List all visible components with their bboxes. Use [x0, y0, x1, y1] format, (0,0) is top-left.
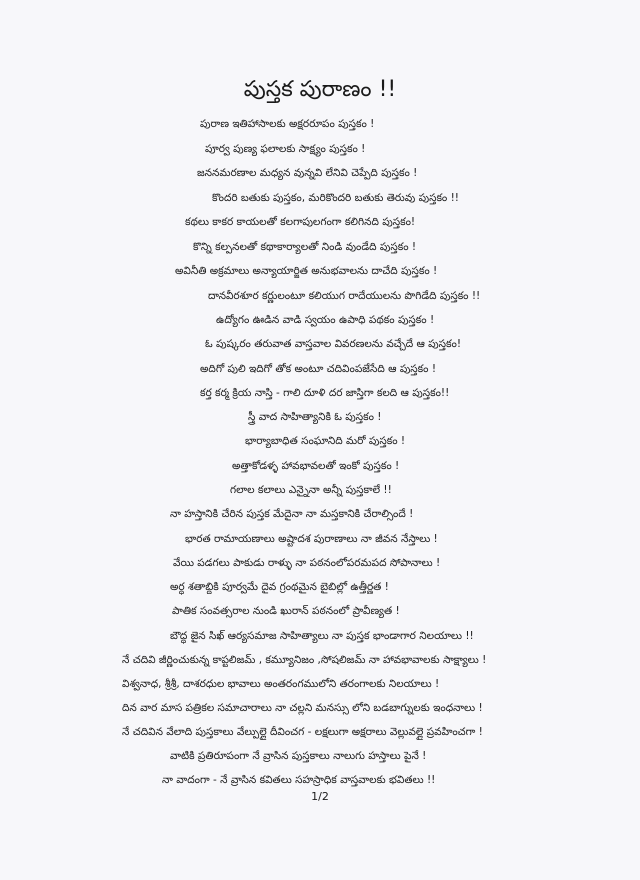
poem-line-27: వాటికి ప్రతిరూపంగా నే వ్రాసిన పుస్తకాలు నాలుగు హస్తాలు పైనే !: [170, 750, 427, 762]
poem-line-2: పూర్వ పుణ్య ఫలాలకు సాక్ష్యం పుస్తకం !: [205, 143, 366, 155]
poem-line-5: కథలు కాకర కాయలతో కలగాపులగంగా కలిగినది పుస్తకం!: [185, 216, 416, 228]
poem-line-21: పాతిక సంవత్సరాల నుండి ఖురాన్ పఠనంలో ప్రావీణ్యత !: [172, 605, 400, 617]
poem-line-26: నే చదివిన వేలాది పుస్తకాలు వేల్పుల్లై దీవించగ - లక్షలుగా అక్షరాలు వెల్లువల్లై ప్రవహించగా !: [122, 726, 483, 738]
poem-line-9: ఉద్యోగం ఊడిన వాడి స్వయం ఉపాధి పథకం పుస్తకం !: [216, 314, 435, 326]
poem-line-13: స్త్రీ వాద సాహిత్యానికి ఓ పుస్తకం !: [248, 411, 382, 423]
poem-line-7: అవినీతి అక్రమాలు అన్యాయార్జిత అనుభవాలను దాచేది పుస్తకం !: [175, 265, 438, 277]
poem-line-12: కర్త కర్మ క్రియ నాస్తి - గాలి దూళి దర జాస్తిగా కలది ఆ పుస్తకం!!: [200, 387, 450, 399]
poem-line-20: అర్ధ శతాబ్దికి పూర్వమే దైవ గ్రంథమైన బైబిల్లో ఉత్తీర్ణత !: [170, 581, 389, 593]
page-title: పుస్తక పురాణం !!: [243, 77, 397, 102]
poem-line-22: బౌద్ధ జైన సిఖ్ ఆర్యసమాజ సాహిత్యాలు నా పుస్తక భాండాగార నిలయాలు !!: [170, 630, 474, 642]
poem-line-28: నా వాదంగా - నే వ్రాసిన కవితలు సహస్రాధిక వాస్తవాలకు భవితలు !!: [162, 774, 436, 786]
poem-line-17: నా హస్తానికి చేరిన పుస్తక మేదైనా నా మస్తకానికి చేరాల్సిందే !: [170, 508, 414, 520]
poem-line-4: కొందరి బతుకు పుస్తకం, మరికొందరి బతుకు తెరువు పుస్తకం !!: [212, 192, 460, 204]
poem-line-18: భారత రామాయణాలు అష్టాదశ పురాణాలు నా జీవన నేస్తాలు !: [185, 533, 438, 545]
poem-line-10: ఓ పుష్కరం తరువాత వాస్తవాల వివరణలను వచ్చేదే ఆ పుస్తకం!: [205, 338, 462, 350]
poem-line-25: దిన వార మాస పత్రికల సమాచారాలు నా చల్లని మనస్సు లోని బడబాగ్నులకు ఇంధనాలు !: [122, 702, 483, 714]
poem-line-11: అదిగో పులి ఇదిగో తోక అంటూ చదివింపజేసేది ఆ పుస్తకం !: [200, 363, 437, 375]
poem-line-14: భార్యాబాధిత సంఘానిది మరో పుస్తకం !: [245, 435, 406, 447]
poem-line-8: దానవీరశూర కర్ణులంటూ కలియుగ రాదేయులను పొగిడేది పుస్తకం !!: [208, 290, 481, 302]
poem-line-1: పురాణ ఇతిహాసాలకు అక్షరరూపం పుస్తకం !: [200, 118, 375, 130]
poem-line-24: విశ్వనాధ, శ్రీశ్రీ, దాశరధుల భావాలు అంతరంగములోని తరంగాలకు నిలయాలు !: [122, 678, 440, 690]
poem-line-23: నే చదివి జీర్ణించుకున్న కాప్టలిజమ్ , కమ్యూనిజం ,సోషలిజమ్ నా హావభావాలకు సాక్ష్యాలు !: [122, 654, 487, 666]
poem-line-6: కొన్ని కల్పనలతో కథాకార్యాలతో నిండి వుండేది పుస్తకం !: [193, 241, 417, 253]
poem-line-16: గలాల కలాలు ఎన్నైనా అన్నీ పుస్తకాలే !!: [230, 484, 392, 496]
page-number: 1/2: [311, 790, 329, 803]
poem-line-15: అత్తాకోడళ్ళ హావభావలతో ఇంకో పుస్తకం !: [232, 460, 400, 472]
poem-line-19: వేయి పడగలు పాకుడు రాళ్ళు నా పఠనంలోపరమపద సోపానాలు !: [173, 557, 441, 569]
poem-line-3: జననమరణాల మధ్యన వున్నవి లేనివి చెప్పేది పుస్తకం !: [197, 167, 418, 179]
